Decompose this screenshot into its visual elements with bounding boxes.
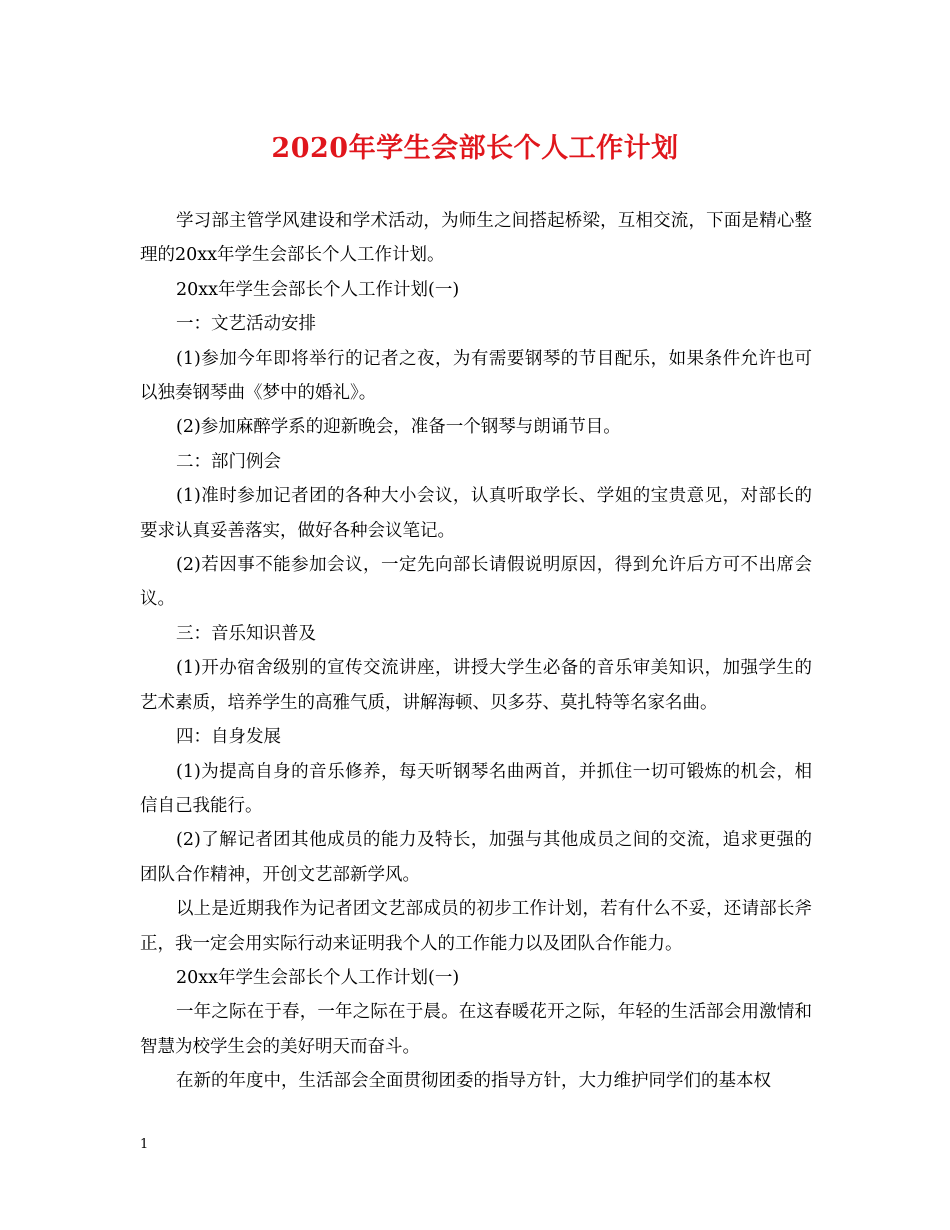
section-heading-plan-2: 20xx年学生会部长个人工作计划(一) [176, 967, 460, 988]
paragraph: 一年之际在于春，一年之际在于晨。在这春暖花开之际，年轻的生活部会用激情和智慧为校学生会的美好明天而奋斗。 [140, 1002, 812, 1057]
paragraph: (2)若因事不能参加会议，一定先向部长请假说明原因，得到允许后方可不出席会议。 [140, 555, 812, 610]
paragraph: (1)开办宿舍级别的宣传交流讲座，讲授大学生必备的音乐审美知识，加强学生的艺术素质，培养学生的高雅气质，讲解海顿、贝多芬、莫扎特等名家名曲。 [140, 658, 812, 713]
page-number: 1 [140, 1137, 149, 1152]
paragraph: (2)了解记者团其他成员的能力及特长，加强与其他成员之间的交流，追求更强的团队合作精神，开创文艺部新学风。 [140, 830, 812, 885]
document-title: 2020年学生会部长个人工作计划 [271, 133, 679, 164]
paragraph: (2)参加麻醉学系的迎新晚会，准备一个钢琴与朗诵节目。 [176, 417, 621, 438]
document-body [140, 204, 812, 1099]
paragraph: (1)为提高自身的音乐修养，每天听钢琴名曲两首，并抓住一切可锻炼的机会，相信自己我能行。 [140, 761, 812, 816]
section-heading-plan-1: 20xx年学生会部长个人工作计划(一) [176, 279, 460, 300]
intro-paragraph: 学习部主管学风建设和学术活动，为师生之间搭起桥梁，互相交流，下面是精心整理的20xx年学生会部长个人工作计划。 [140, 211, 812, 266]
paragraph: (1)参加今年即将举行的记者之夜，为有需要钢琴的节目配乐，如果条件允许也可以独奏钢琴曲《梦中的婚礼》。 [140, 348, 812, 404]
subheading-music-knowledge: 三：音乐知识普及 [176, 623, 316, 644]
subheading-self-development: 四：自身发展 [176, 727, 281, 748]
paragraph: (1)准时参加记者团的各种大小会议，认真听取学长、学姐的宝贵意见，对部长的要求认真妥善落实，做好各种会议笔记。 [140, 486, 812, 541]
subheading-arts-activities: 一：文艺活动安排 [176, 314, 316, 335]
paragraph: 以上是近期我作为记者团文艺部成员的初步工作计划，若有什么不妥，还请部长斧正，我一定会用实际行动来证明我个人的工作能力以及团队合作能力。 [140, 899, 812, 954]
subheading-department-meetings: 二：部门例会 [176, 451, 281, 472]
paragraph: 在新的年度中，生活部会全面贯彻团委的指导方针，大力维护同学们的基本权 [176, 1071, 771, 1092]
